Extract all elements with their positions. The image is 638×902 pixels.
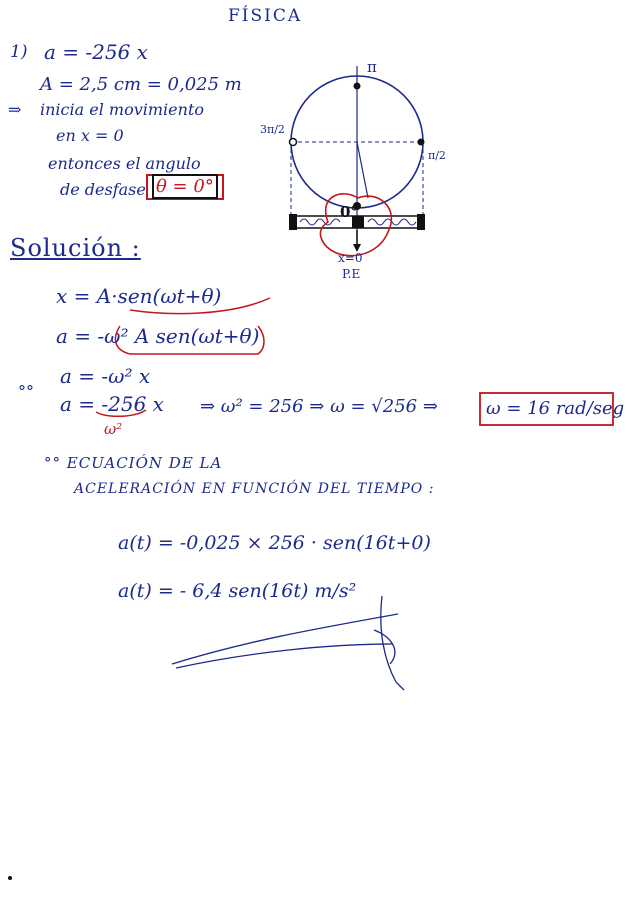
acceleration-equation: a = -256 x [44,40,148,64]
phase-line-2: de desfase [60,180,146,199]
position-red-underline [130,298,270,314]
phase-line-1: entonces el angulo [48,154,201,173]
diagram-angle-label: 0° [340,203,358,221]
omega-calculation: ⇒ ω² = 256 ⇒ ω = √256 ⇒ [200,396,438,417]
acceleration-time-equation-1: a(t) = -0,025 × 256 · sen(16t+0) [118,532,431,554]
page-title: FÍSICA [228,6,303,26]
signature-stroke-2 [176,644,392,668]
omega-result: ω = 16 rad/seg [486,398,625,419]
solution-heading: Solución : [10,234,141,262]
diagram-x0-label: x=0 [338,251,363,265]
therefore-bullet: °° [18,382,34,401]
page-dot [8,876,12,880]
acceleration-general-equation: a = -ω² A sen(ωt+θ) [56,324,260,348]
diagram-top-label: π [367,58,377,76]
diagram-left-label: 3π/2 [260,123,285,136]
phase-value: θ = 0° [152,174,218,199]
signature-stroke-4 [374,630,395,664]
signature-stroke-1 [172,614,398,664]
amplitude-line: A = 2,5 cm = 0,025 m [40,74,242,95]
problem-number: 1) [10,42,28,62]
diagram-right-label: π/2 [428,149,446,162]
omega-squared-note: ω² [104,420,123,438]
equation-heading-line-1: °° ECUACIÓN DE LA [44,454,223,472]
diagram-pe-label: P.E [342,267,361,281]
equation-heading-line-2: ACELERACIÓN EN FUNCIÓN DEL TIEMPO : [74,481,435,497]
implies-arrow: ⇒ [8,100,22,119]
start-line-1: inicia el movimiento [40,100,204,119]
position-equation: x = A·sen(ωt+θ) [56,284,222,308]
acceleration-simplified: a = -ω² x [60,364,151,388]
acceleration-numeric: a = -256 x [60,392,164,416]
acceleration-time-equation-2: a(t) = - 6,4 sen(16t) m/s² [118,580,357,602]
start-line-2: en x = 0 [56,126,124,145]
